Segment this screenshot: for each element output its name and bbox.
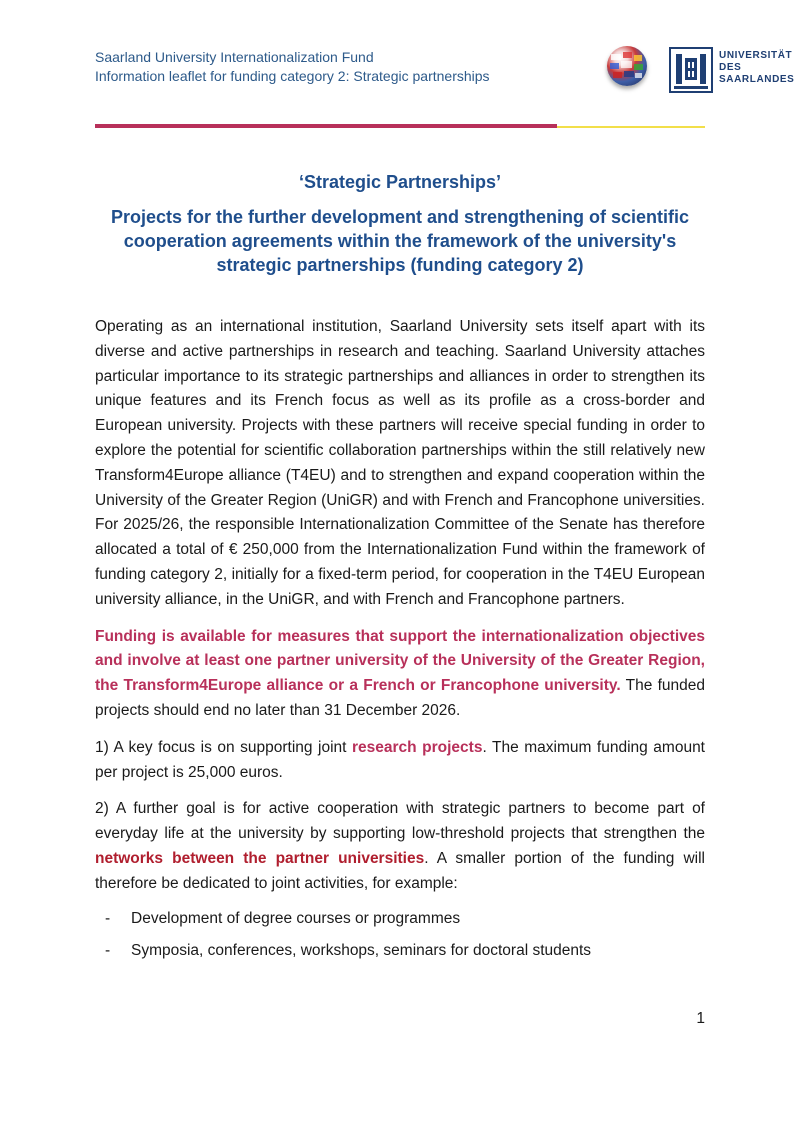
- funding-tail-text: The funded projects should end no later than 31 December 2026.: [95, 677, 705, 719]
- list-item: [95, 907, 705, 932]
- university-emblem-icon: [668, 46, 714, 94]
- research-tail-text: . The maximum funding amount per project is 25,000 euros.: [95, 738, 705, 781]
- list-item-text: Symposia, conferences, workshops, seminars for doctoral students: [131, 942, 592, 960]
- title-line-2: Projects for the further development and strengthening of scientific cooperation agreements within the framework of the university's strategic partnerships (funding category 2): [110, 207, 690, 275]
- paragraph-research-projects: [95, 736, 705, 786]
- list-dash: -: [105, 942, 111, 960]
- title-line-1: ‘Strategic Partnerships’: [298, 172, 502, 192]
- list-dash: -: [105, 909, 111, 927]
- networks-lead-text: 2) A further goal is for active cooperation with strategic partners to become part of everyday life at the university by supporting low-threshold projects that strengthen the: [95, 800, 705, 843]
- paragraph-intro: Operating as an international institution, Saarland University sets itself apart with its diverse and active partnerships in research and teaching. Saarland University attaches particular importance to its strategic partnerships and alliances in order to strengthen its unique features and its French focus as well as its profile as a cross-border and European university. Projects with these partners will receive special funding in order to explore the potential for scientific collaboration partnerships within the still relatively new Transform4Europe alliance (T4EU) and to strengthen and expand cooperation within the University of the Greater Region (UniGR) and with French and Francophone universities. For 2025/26, the responsible Internationalization Committee of the Senate has therefore allocated a total of € 250,000 from the Internationalization Fund within the framework of funding category 2, initially for a fixed-term period, for cooperation in the T4EU European university alliance, in the UniGR, and with French and Francophone partners.: [95, 318, 705, 608]
- header-line-2: Information leaflet for funding category 2: Strategic partnerships: [95, 68, 490, 84]
- paragraph-funding-scope: [95, 625, 705, 724]
- header-rule-yellow: [557, 126, 705, 128]
- logo-text-line-1: UNIVERSITÄT: [719, 50, 793, 61]
- research-bold-text: research projects: [352, 738, 483, 756]
- research-lead-text: 1) A key focus is on supporting joint: [95, 738, 352, 756]
- header-line-1: Saarland University Internationalization Fund: [95, 49, 374, 65]
- university-logo: [668, 46, 793, 94]
- logo-text-line-2: DES: [719, 62, 742, 73]
- document-title: [95, 170, 705, 277]
- list-item-text: Development of degree courses or programmes: [131, 909, 461, 927]
- activities-list: [95, 907, 705, 965]
- document-header: [95, 48, 515, 86]
- university-logo-text: [719, 50, 794, 86]
- list-item: [95, 939, 705, 964]
- globe-flags-icon: [607, 46, 647, 86]
- networks-tail-text: . A smaller portion of the funding will therefore be dedicated to joint activities, for example:: [95, 849, 705, 892]
- logo-text-line-3: SAARLANDES: [719, 74, 795, 85]
- networks-bold-text: networks between the partner universities: [95, 849, 425, 867]
- document-body: [95, 315, 705, 972]
- funding-bold-text: the internationalization objectives and involve at least one partner university of the University of the Greater Region, the Transform4Europe alliance or a French or Francophone university.: [95, 627, 706, 695]
- page-number: 1: [696, 1010, 705, 1027]
- funding-lead-text: Funding is available for measures that support: [95, 627, 453, 645]
- paragraph-networks: [95, 797, 705, 896]
- header-rule-red: [95, 124, 557, 128]
